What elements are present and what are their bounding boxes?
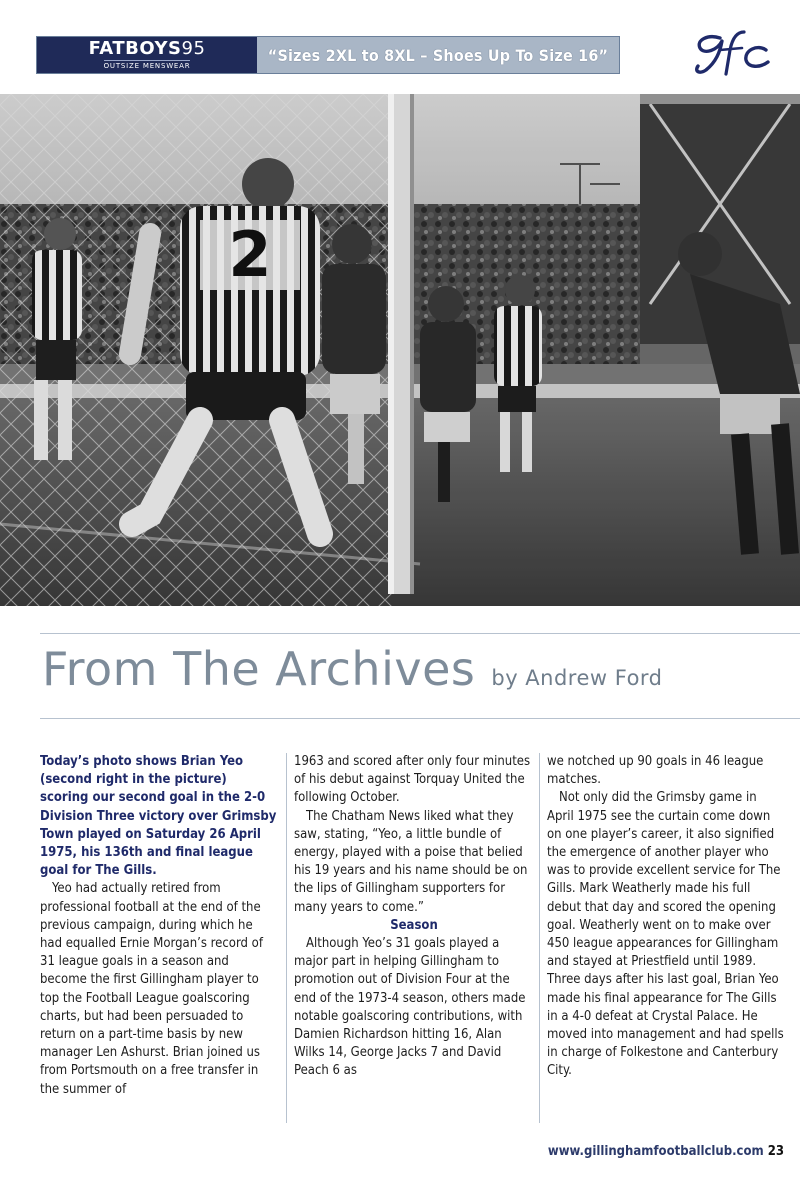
page-number: 23 (767, 1144, 784, 1159)
article-paragraph-1b: 1963 and scored after only four minutes of his debut against Torquay United the following October. (294, 754, 531, 806)
column-divider (286, 753, 287, 1123)
advert-brand-block (37, 37, 257, 73)
article-lead-paragraph: Today’s photo shows Brian Yeo (second right in the picture) scoring our second goal in the 2-0 Division Three victory over Grimsby Town played on Saturday 26 April 1975, his 136th and final league goal for The Gills. (40, 754, 277, 879)
article-paragraph-2: The Chatham News liked what they saw, stating, “Yeo, a little bundle of energy, played with a poise that belied his 19 years and his name should be on the lips of Gillingham supporters for many years to come.” (294, 808, 528, 915)
website-link[interactable]: www.gillinghamfootballclub.com (547, 1144, 764, 1159)
article-paragraph-3b: we notched up 90 goals in 46 league matches. (547, 754, 764, 788)
article-paragraph-3a: Although Yeo’s 31 goals played a major part in helping Gillingham to promotion out of Division Four at the end of the 1973-4 season, others made notable goalscoring contributions, with Damien Richardson hitting 16, Alan Wilks 14, George Jacks 7 and David Peach 6 as (294, 936, 526, 1079)
advert-slogan: “Sizes 2XL to 8XL – Shoes Up To Size 16” (257, 37, 619, 73)
match-photo-scene (0, 94, 800, 606)
section-subheading: Season (390, 917, 438, 933)
article-column-2 (294, 753, 534, 1081)
advert-brand-name (89, 40, 206, 58)
headline-top-rule (40, 633, 800, 634)
advert-banner[interactable] (36, 36, 620, 74)
headline-bottom-rule (40, 718, 800, 719)
advert-brand-name-bold: FATBOYS (88, 38, 182, 59)
article-column-1 (40, 753, 278, 1099)
article-column-3 (547, 753, 787, 1081)
shirt-number-text: 2 (228, 218, 272, 291)
article-paragraph-1a: Yeo had actually retired from professional football at the end of the previous campaign, during which he had equalled Ernie Morgan’s record of 31 league goals in a season and become the first Gillingham player to top the Football League goalscoring charts, but had been persuaded to return on a part-time basis by new manager Len Ashurst. Brian joined us from Portsmouth on a free transfer in the summer of (40, 881, 263, 1097)
advert-brand-name-number: 95 (181, 38, 206, 59)
article-paragraph-4: Not only did the Grimsby game in April 1975 see the curtain come down on one player’s career, it also signified the emergence of another player who was to provide excellent service for The Gills. Mark Weatherly made his full debut that day and scored the opening goal. Weatherly went on to make over 450 league appearances for Gillingham and stayed at Priestfield until 1989. Three days after his last goal, Brian Yeo made his final appearance for The Gills in a 4-0 defeat at Crystal Palace. He moved into management and had spells in charge of Folkestone and Canterbury City. (547, 790, 784, 1079)
match-photo (0, 94, 800, 606)
column-divider (539, 753, 540, 1123)
page-title: From The Archives (42, 642, 476, 696)
headline (42, 642, 663, 710)
page-footer (548, 1144, 784, 1159)
advert-brand-tagline: OUTSIZE MENSWEAR (103, 62, 191, 70)
author-byline: by Andrew Ford (491, 666, 663, 690)
gfc-monogram-icon (690, 28, 772, 78)
